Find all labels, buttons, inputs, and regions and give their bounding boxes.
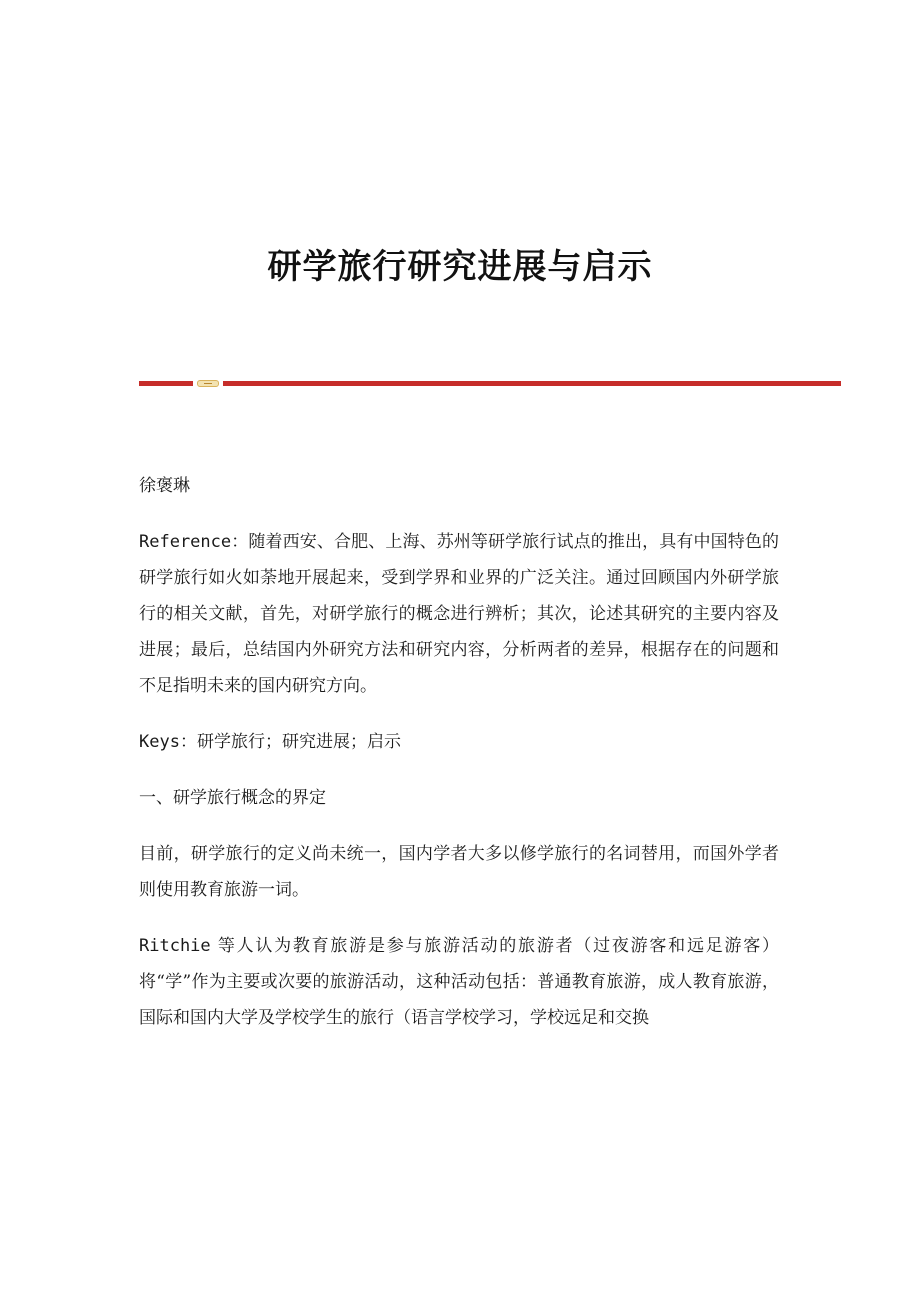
keywords-paragraph [139,724,779,760]
author-reference: Ritchie [139,936,211,956]
title-divider [139,380,841,388]
body-paragraph-2-text: 等人认为教育旅游是参与旅游活动的旅游者（过夜游客和远足游客）将“学”作为主要或次要的旅游活动，这种活动包括：普通教育旅游，成人教育旅游，国际和国内大学及学校学生的旅行（语言学校学习，学校远足和交换 [139,936,779,1028]
abstract-text: 随着西安、合肥、上海、苏州等研学旅行试点的推出，具有中国特色的研学旅行如火如荼地开展起来，受到学界和业界的广泛关注。通过回顾国内外研学旅行的相关文献，首先，对研学旅行的概念进行辨析；其次，论述其研究的主要内容及进展；最后，总结国内外研究方法和研究内容，分析两者的差异，根据存在的问题和不足指明未来的国内研究方向。 [139,532,779,696]
divider-ornament-icon [197,380,219,387]
author-name: 徐褒琳 [139,476,190,496]
divider-bar-left [139,381,193,386]
document-title: 研学旅行研究进展与启示 [267,246,653,287]
keywords-text: 研学旅行；研究进展；启示 [196,732,401,752]
abstract-paragraph [139,524,779,704]
section-heading: 一、研学旅行概念的界定 [139,788,326,808]
body-paragraph-2 [139,928,779,1036]
keywords-label: Keys： [139,732,197,752]
abstract-label: Reference： [139,532,249,552]
body-paragraph-1: 目前，研学旅行的定义尚未统一，国内学者大多以修学旅行的名词替用，而国外学者则使用教育旅游一词。 [139,844,779,900]
divider-bar-right [223,381,841,386]
document-body [139,468,779,1056]
